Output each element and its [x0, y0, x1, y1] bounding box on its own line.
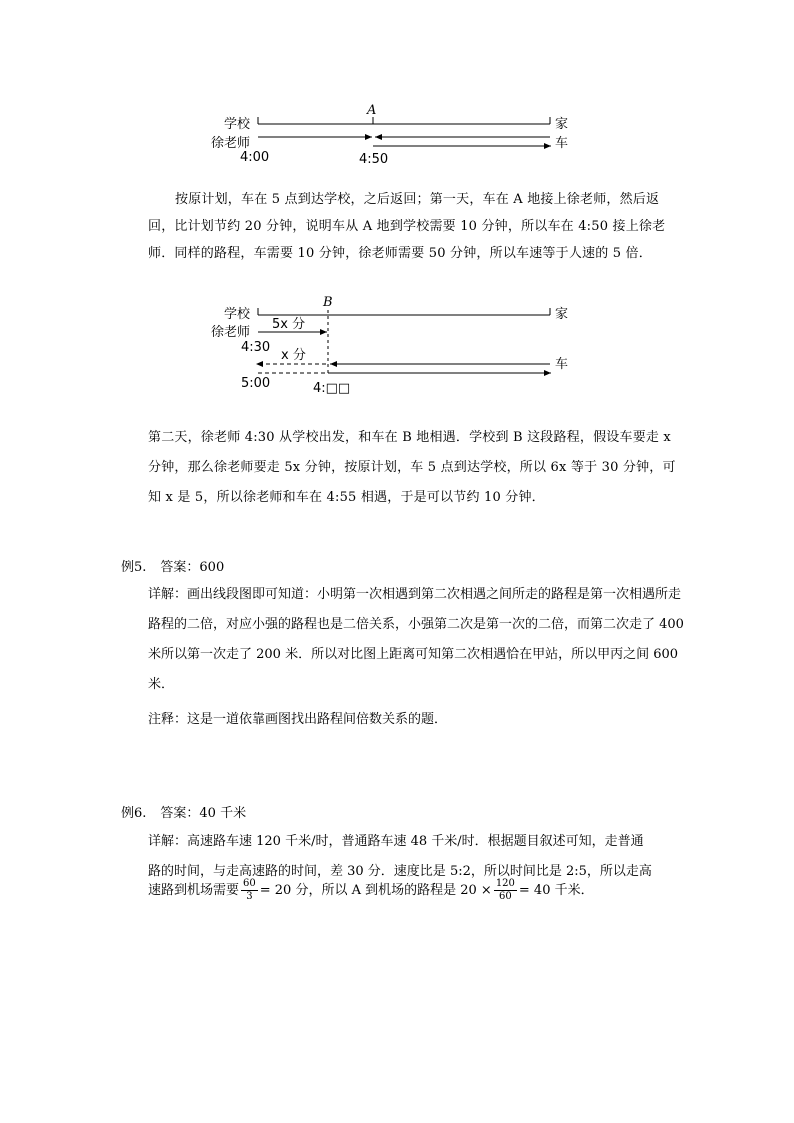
- example-6-line-1: 详解：高速路车速 120 千米/时，普通路车速 48 千米/时．根据题目叙述可知，走普通: [148, 834, 644, 849]
- diagram2-plan-time: 5:00: [241, 376, 271, 391]
- fraction-1: [241, 878, 258, 903]
- diagram2-walk-label: 5x 分: [272, 317, 306, 332]
- diagram1-home-label: 家: [555, 117, 569, 132]
- diagram2-school-label: 学校: [224, 307, 251, 322]
- fraction-2-denominator: 60: [498, 891, 512, 902]
- fraction-2-numerator: 120: [495, 878, 515, 889]
- example-6-line-3-text: 速路到机场需要: [148, 883, 240, 898]
- example-6-line-3-middle: = 20 分，所以 A 到机场的路程是 20 ×: [259, 883, 492, 898]
- example-6-answer: 答案：40 千米: [160, 806, 247, 821]
- paragraph-1: 按原计划，车在 5 点到达学校，之后返回；第一天，车在 A 地接上徐老师，然后返回，比计划节约 20 分钟，说明车从 A 地到学校需要 10 分钟，所以车在 4:50 接上徐老师．同样的路程，车需要 10 分钟，徐老师需要 50 分钟，所以车速等于人速的 5 倍．: [148, 192, 666, 261]
- example-5-header: [121, 556, 224, 575]
- example-5-label: 例5.: [121, 560, 147, 575]
- diagram2-car-label: 车: [555, 357, 569, 372]
- diagram1-meet-time: 4:50: [359, 152, 389, 167]
- example-6-line-3: [148, 878, 594, 903]
- diagram-2: [0, 0, 794, 420]
- diagram2-home-label: 家: [555, 307, 569, 322]
- example-6-label: 例6.: [121, 806, 147, 821]
- paragraph-2: 第二天，徐老师 4:30 从学校出发，和车在 B 地相遇．学校到 B 这段路程，假设车要走 x 分钟，那么徐老师要走 5x 分钟，按原计划，车 5 点到达学校，所以 6x 等于 30 分钟，可知 x 是 5，所以徐老师和车在 4:55 相遇，于是可以节约 10 分钟．: [148, 430, 676, 505]
- diagram2-point-label: B: [323, 295, 333, 310]
- example-5-note: 注释：这是一道依靠画图找出路程间倍数关系的题．: [148, 712, 448, 727]
- diagram1-school-label: 学校: [224, 117, 251, 132]
- diagram2-car-time-label: x 分: [281, 348, 306, 363]
- diagram1-teacher-label: 徐老师: [211, 136, 251, 151]
- diagram1-start-time: 4:00: [240, 150, 270, 165]
- diagram1-car-label: 车: [555, 136, 569, 151]
- example-6-header: [121, 802, 246, 821]
- fraction-1-numerator: 60: [243, 878, 256, 889]
- example-5-detail: 详解：画出线段图即可知道：小明第一次相遇到第二次相遇之间所走的路程是第一次相遇所走路程的二倍，对应小强的路程也是二倍关系，小强第二次是第一次的二倍，而第二次走了 400 米所以第一次走了 200 米．所以对比图上距离可知第二次相遇恰在甲站，所以甲丙之间 600 米．: [148, 587, 684, 692]
- diagram2-teacher-label: 徐老师: [211, 325, 251, 340]
- example-5-answer: 答案：600: [160, 560, 225, 575]
- diagram2-start-time: 4:30: [241, 340, 271, 355]
- diagram1-point-label: A: [367, 103, 377, 118]
- example-6-line-2: 路的时间，与走高速路的时间，差 30 分．速度比是 5:2，所以时间比是 2:5，所以走高: [148, 864, 652, 879]
- example-6-line-3-end: = 40 千米．: [518, 883, 594, 898]
- fraction-2: [494, 878, 517, 903]
- fraction-1-denominator: 3: [246, 891, 253, 902]
- diagram2-meet-time: 4:□□: [313, 381, 351, 396]
